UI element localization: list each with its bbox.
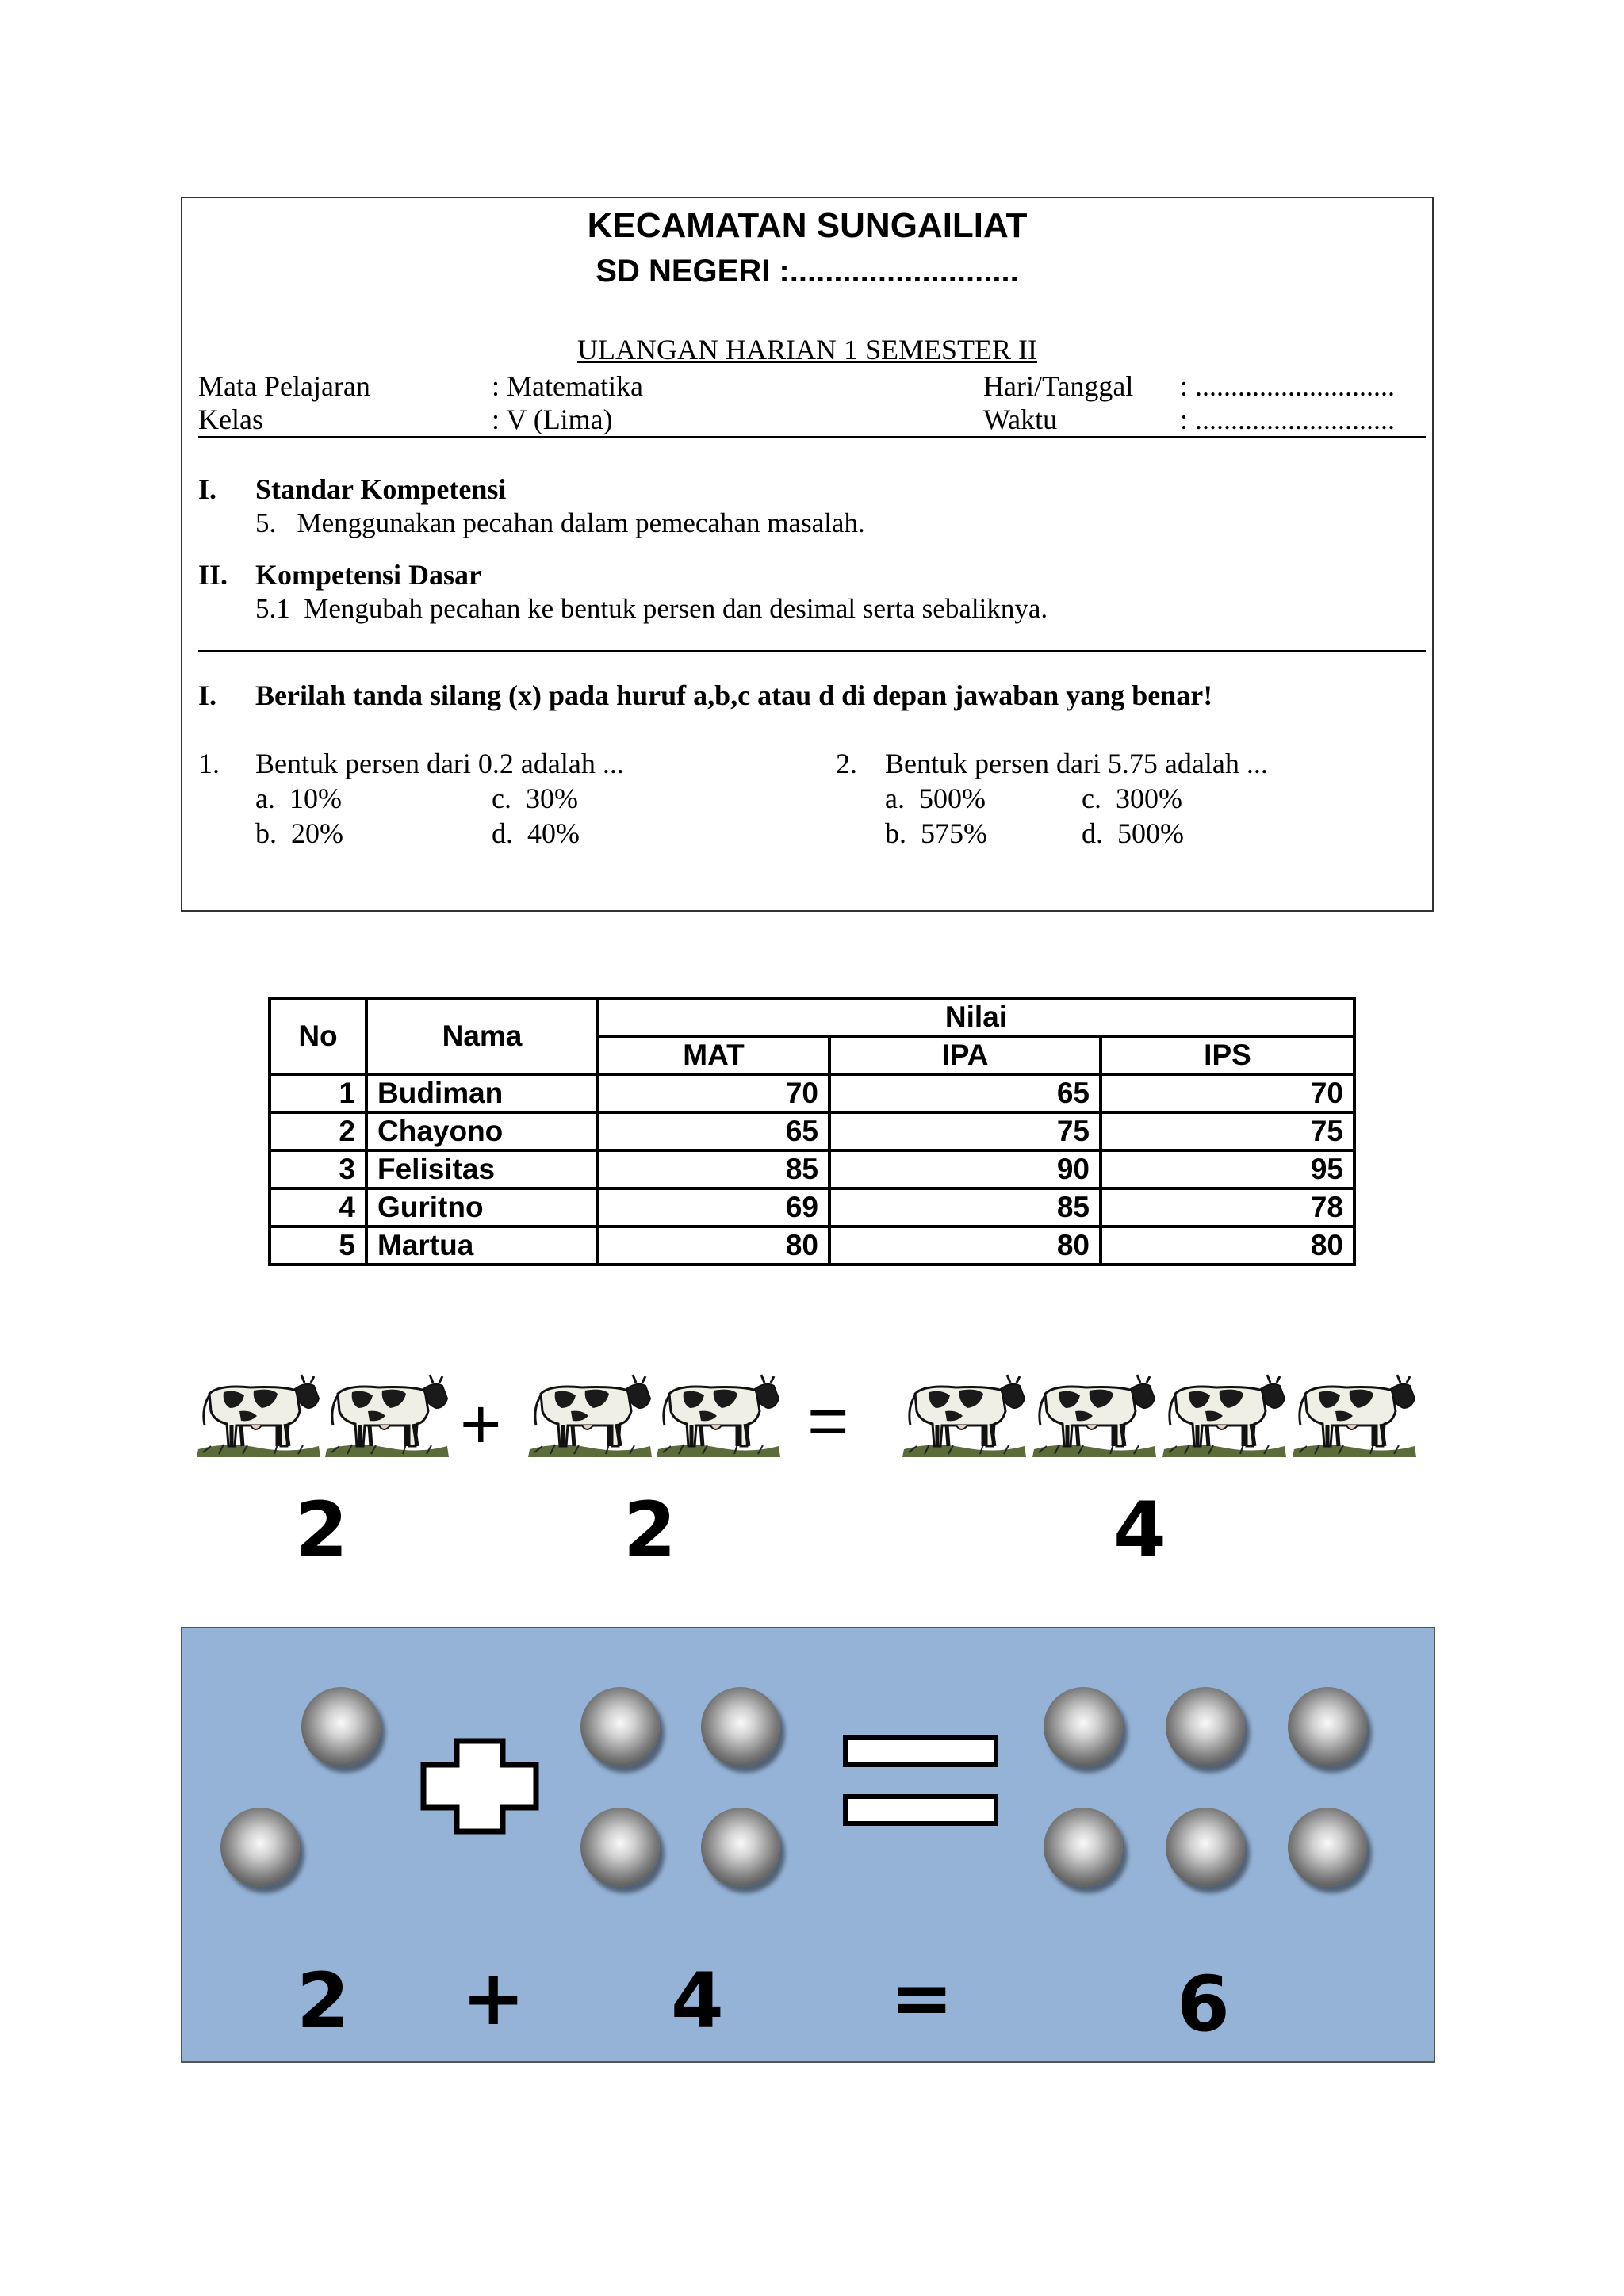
row-ipa: 80 (829, 1226, 1101, 1265)
option-d: d. 500% (1082, 817, 1184, 849)
table-row (270, 1226, 1354, 1265)
ball-icon (701, 1687, 780, 1766)
option-b: b. 575% (885, 817, 987, 849)
question-text: Bentuk persen dari 5.75 adalah ... (885, 748, 1268, 779)
equals-sign: = (807, 1382, 849, 1461)
score-table (268, 997, 1356, 1266)
ball-icon (701, 1808, 780, 1887)
subject-value: : Matematika (492, 370, 643, 402)
panel-sum-number: 6 (1177, 1960, 1230, 2049)
kd-text: 5.1 Mengubah pecahan ke bentuk persen dan desimal serta sebaliknya. (255, 593, 1048, 624)
kd-number: II. (198, 559, 228, 591)
plus-sign: + (460, 1385, 502, 1464)
day-value: : ............................ (1180, 370, 1396, 402)
ball-icon (301, 1687, 381, 1766)
table-row (270, 1074, 1354, 1112)
option-b: b. 20% (255, 817, 343, 849)
kd-title: Kompetensi Dasar (255, 559, 481, 591)
row-name: Martua (366, 1226, 598, 1265)
option-a: a. 10% (255, 783, 342, 814)
cow-icon (1031, 1367, 1158, 1460)
plus-outline-icon (420, 1738, 539, 1835)
cow-icon (1161, 1367, 1288, 1460)
row-name: Guritno (366, 1188, 598, 1226)
row-no: 1 (270, 1074, 366, 1112)
option-a: a. 500% (885, 783, 986, 814)
table-row (270, 1188, 1354, 1226)
cow-sum: 4 (1113, 1486, 1166, 1575)
row-mat: 80 (598, 1226, 829, 1265)
district-title: KECAMATAN SUNGAILIAT (587, 206, 1028, 245)
class-label: Kelas (198, 404, 263, 435)
instruction-number: I. (198, 679, 217, 711)
option-c: c. 300% (1082, 783, 1182, 814)
sk-number: I. (198, 473, 217, 505)
ball-icon (1044, 1808, 1123, 1887)
header-score-group: Nilai (598, 998, 1354, 1036)
row-no: 5 (270, 1226, 366, 1265)
panel-left-number: 2 (297, 1957, 350, 2045)
option-d: d. 40% (492, 817, 580, 849)
row-mat: 65 (598, 1112, 829, 1150)
panel-right-number: 4 (671, 1957, 724, 2045)
table-row (270, 1150, 1354, 1188)
header-name: Nama (366, 998, 598, 1074)
time-value: : ............................ (1180, 404, 1396, 435)
row-no: 3 (270, 1150, 366, 1188)
sk-title: Standar Kompetensi (255, 473, 507, 505)
row-ipa: 85 (829, 1188, 1101, 1226)
cow-left-count: 2 (295, 1486, 348, 1575)
class-value: : V (Lima) (492, 404, 613, 435)
exam-header-box (181, 197, 1434, 912)
row-no: 2 (270, 1112, 366, 1150)
ball-icon (580, 1808, 660, 1887)
ball-icon (580, 1687, 660, 1766)
row-no: 4 (270, 1188, 366, 1226)
time-label: Waktu (983, 404, 1058, 435)
section-divider (198, 650, 1426, 652)
cow-icon (195, 1367, 322, 1460)
ball-icon (1288, 1808, 1367, 1887)
row-name: Felisitas (366, 1150, 598, 1188)
row-ips: 70 (1101, 1074, 1354, 1112)
ball-icon (1166, 1808, 1245, 1887)
cow-icon (324, 1367, 450, 1460)
cow-icon (901, 1367, 1028, 1460)
ball-icon (1044, 1687, 1123, 1766)
subject-label: Mata Pelajaran (198, 370, 370, 402)
ball-icon (1166, 1687, 1245, 1766)
sk-text: 5. Menggunakan pecahan dalam pemecahan masalah. (255, 507, 865, 538)
row-ipa: 75 (829, 1112, 1101, 1150)
row-mat: 69 (598, 1188, 829, 1226)
row-ips: 80 (1101, 1226, 1354, 1265)
cow-right-count: 2 (623, 1486, 676, 1575)
ball-icon (1288, 1687, 1367, 1766)
question-number: 1. (198, 748, 220, 779)
ball-equation-panel (181, 1627, 1435, 2063)
panel-plus-sign: + (462, 1954, 526, 2042)
school-name: SD NEGERI :.......................... (596, 254, 1019, 289)
cow-icon (527, 1367, 653, 1460)
row-ips: 75 (1101, 1112, 1354, 1150)
equals-outline-icon (842, 1735, 1001, 1827)
question-number: 2. (836, 748, 857, 779)
header-no: No (270, 998, 366, 1074)
table-row (270, 1112, 1354, 1150)
row-name: Chayono (366, 1112, 598, 1150)
day-label: Hari/Tanggal (983, 370, 1134, 402)
row-ips: 95 (1101, 1150, 1354, 1188)
row-ipa: 90 (829, 1150, 1101, 1188)
instruction-text: Berilah tanda silang (x) pada huruf a,b,c atau d di depan jawaban yang benar! (255, 679, 1213, 711)
cow-icon (1291, 1367, 1418, 1460)
cow-icon (655, 1367, 782, 1460)
row-ips: 78 (1101, 1188, 1354, 1226)
option-c: c. 30% (492, 783, 578, 814)
header-ipa: IPA (829, 1036, 1101, 1074)
row-name: Budiman (366, 1074, 598, 1112)
row-ipa: 65 (829, 1074, 1101, 1112)
row-mat: 85 (598, 1150, 829, 1188)
ball-icon (220, 1808, 300, 1887)
header-ips: IPS (1101, 1036, 1354, 1074)
panel-equals-sign: = (890, 1954, 954, 2042)
exam-title: ULANGAN HARIAN 1 SEMESTER II (577, 334, 1037, 365)
question-text: Bentuk persen dari 0.2 adalah ... (255, 748, 624, 779)
header-mat: MAT (598, 1036, 829, 1074)
row-mat: 70 (598, 1074, 829, 1112)
meta-underline (198, 436, 1426, 438)
